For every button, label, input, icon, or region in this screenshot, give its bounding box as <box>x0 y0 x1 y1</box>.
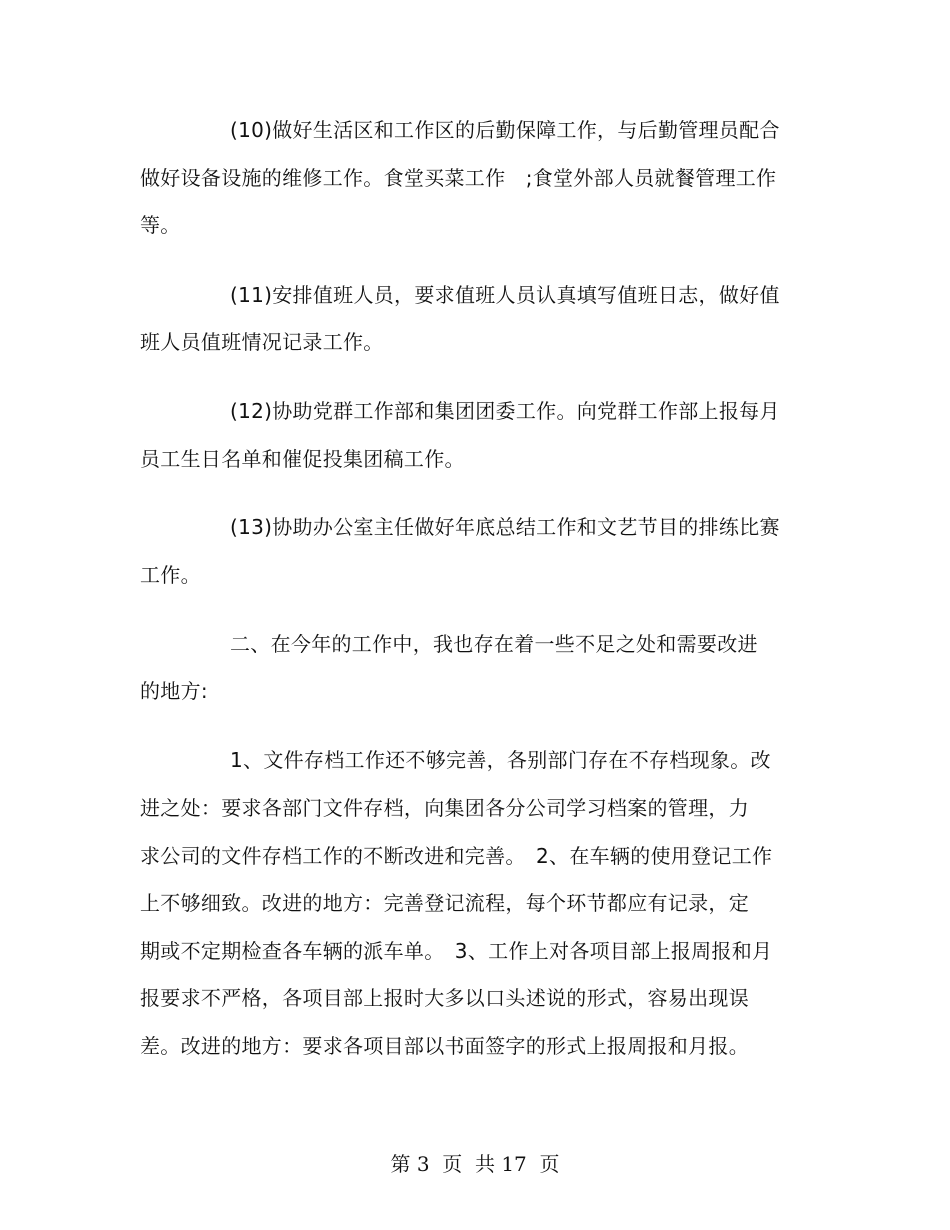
paragraph-13-line-2: 工作。 <box>140 563 201 587</box>
items-line-1: 1、文件存档工作还不够完善，各别部门存在不存档现象。改 <box>230 748 771 772</box>
paragraph-12-line-2: 员工生日名单和催促投集团稿工作。 <box>140 447 465 471</box>
items-line-4: 上不够细致。改进的地方：完善登记流程，每个环节都应有记录，定 <box>140 891 749 915</box>
paragraph-10-line-1: (10)做好生活区和工作区的后勤保障工作，与后勤管理员配合 <box>230 118 780 142</box>
section-2-line-2: 的地方: <box>140 679 208 703</box>
paragraph-11-line-1: (11)安排值班人员，要求值班人员认真填写值班日志，做好值 <box>230 283 780 307</box>
paragraph-13-line-1: (13)协助办公室主任做好年底总结工作和文艺节目的排练比赛 <box>230 515 780 539</box>
items-line-3: 求公司的文件存档工作的不断改进和完善。 2、在车辆的使用登记工作 <box>140 844 773 868</box>
page-number-footer: 第 3 页 共 17 页 <box>390 1152 560 1176</box>
items-line-5: 期或不定期检查各车辆的派车单。 3、工作上对各项目部上报周报和月 <box>140 939 773 963</box>
items-line-2: 进之处：要求各部门文件存档，向集团各分公司学习档案的管理，力 <box>140 796 749 820</box>
paragraph-10-line-3: 等。 <box>140 213 181 237</box>
section-2-line-1: 二、在今年的工作中，我也存在着一些不足之处和需要改进 <box>230 632 758 656</box>
items-line-6: 报要求不严格，各项目部上报时大多以口头述说的形式，容易出现误 <box>140 986 749 1010</box>
paragraph-11-line-2: 班人员值班情况记录工作。 <box>140 330 384 354</box>
paragraph-10-line-2: 做好设备设施的维修工作。食堂买菜工作 ;食堂外部人员就餐管理工作 <box>140 166 777 190</box>
items-line-7: 差。改进的地方：要求各项目部以书面签字的形式上报周报和月报。 <box>140 1034 749 1058</box>
paragraph-12-line-1: (12)协助党群工作部和集团团委工作。向党群工作部上报每月 <box>230 399 780 423</box>
